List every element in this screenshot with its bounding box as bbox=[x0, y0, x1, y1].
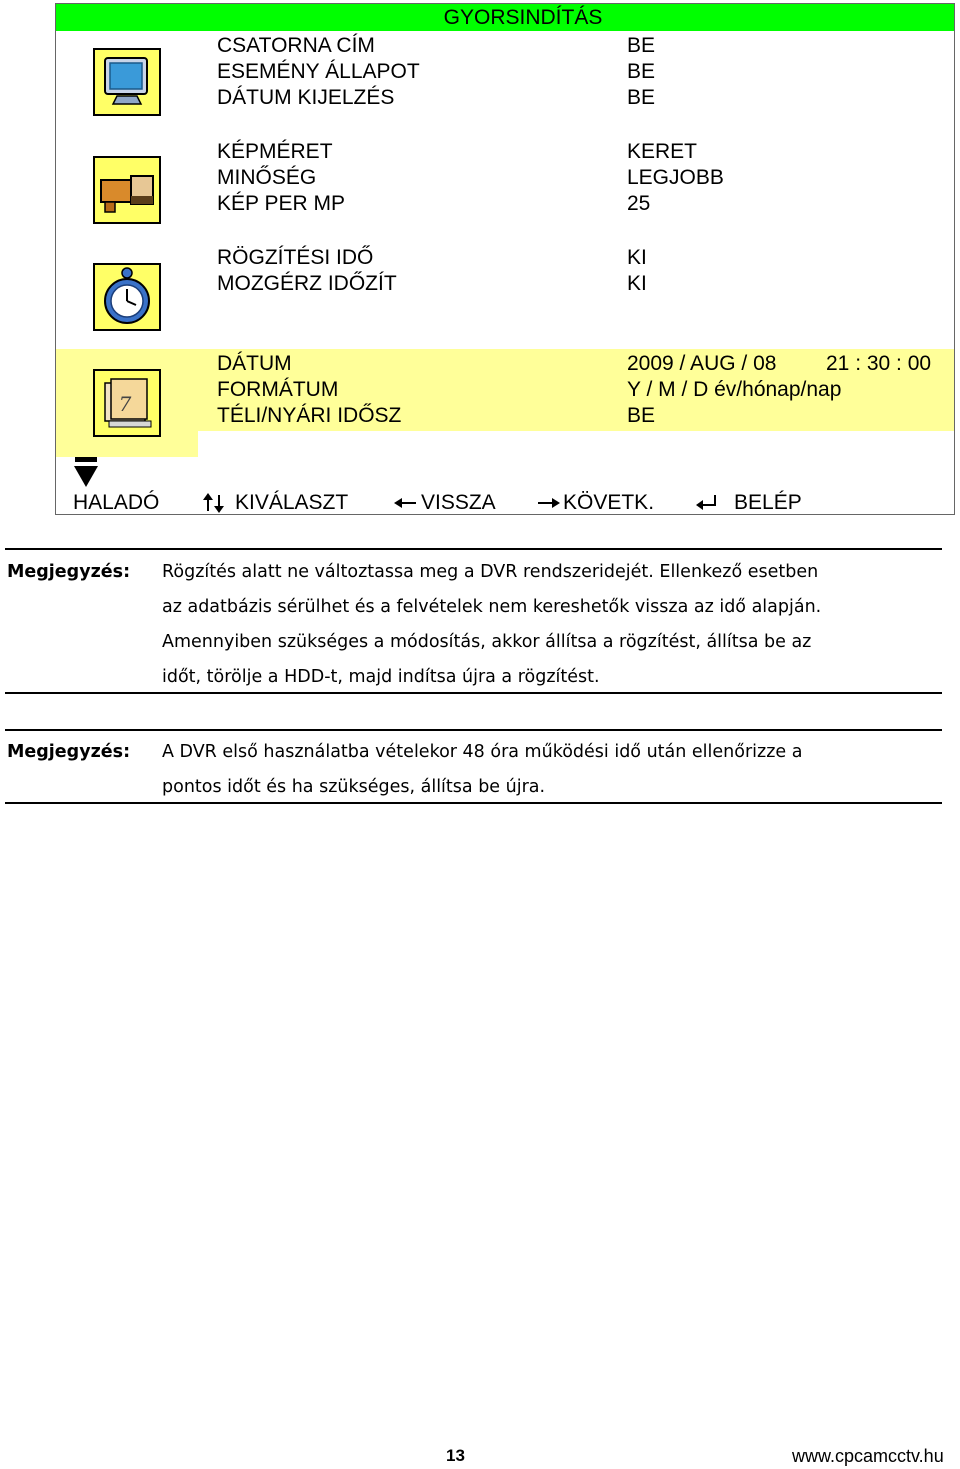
row-label: DÁTUM KIJELZÉS bbox=[217, 86, 395, 109]
row-value[interactable]: KI bbox=[627, 246, 647, 269]
enter-label[interactable]: BELÉP bbox=[734, 491, 802, 514]
next-label[interactable]: KÖVETK. bbox=[563, 491, 655, 514]
calendar-icon[interactable] bbox=[93, 369, 161, 437]
menu-title-text: GYORSINDÍTÁS bbox=[443, 6, 603, 29]
row-value[interactable]: KI bbox=[627, 272, 647, 295]
row-label: KÉPMÉRET bbox=[217, 140, 333, 163]
page-number: 13 bbox=[446, 1446, 465, 1465]
row-label: MOZGÉRZ IDŐZÍT bbox=[217, 272, 397, 295]
note-label bbox=[7, 555, 130, 590]
date-value[interactable]: 2009 / AUG / 08 bbox=[627, 352, 777, 375]
note-label-text: Megjegyzés: bbox=[7, 562, 131, 582]
note-line: Amennyiben szükséges a módosítás, akkor állítsa a rögzítést, állítsa be az bbox=[162, 632, 812, 652]
row-value[interactable]: LEGJOBB bbox=[627, 166, 724, 189]
row-label: MINŐSÉG bbox=[217, 166, 317, 189]
row-value[interactable]: BE bbox=[627, 34, 656, 57]
camera-icon[interactable] bbox=[93, 156, 161, 224]
note-line: pontos időt és ha szükséges, állítsa be újra. bbox=[162, 777, 546, 797]
row-label: FORMÁTUM bbox=[217, 378, 339, 401]
quick-start-menu bbox=[55, 3, 955, 515]
note-line: Rögzítés alatt ne változtassa meg a DVR rendszeridejét. Ellenkező esetben bbox=[162, 562, 819, 582]
select-label[interactable]: KIVÁLASZT bbox=[235, 491, 349, 514]
menu-title bbox=[56, 4, 954, 31]
note-divider bbox=[5, 692, 942, 694]
note-divider bbox=[5, 802, 942, 804]
row-label: TÉLI/NYÁRI IDŐSZ bbox=[217, 404, 402, 427]
row-value[interactable]: BE bbox=[627, 60, 656, 83]
note-label-text: Megjegyzés: bbox=[7, 742, 131, 762]
row-label: KÉP PER MP bbox=[217, 192, 345, 215]
row-value[interactable]: BE bbox=[627, 404, 656, 427]
monitor-icon[interactable] bbox=[93, 48, 161, 116]
row-value[interactable]: BE bbox=[627, 86, 656, 109]
row-label: CSATORNA CÍM bbox=[217, 34, 375, 57]
row-label: DÁTUM bbox=[217, 352, 292, 375]
right-arrow-icon bbox=[536, 493, 560, 513]
note-line: az adatbázis sérülhet és a felvételek nem kereshetők vissza az idő alapján. bbox=[162, 597, 822, 617]
up-down-arrows-icon bbox=[202, 493, 226, 513]
row-value[interactable]: Y / M / D év/hónap/nap bbox=[627, 378, 842, 401]
back-label[interactable]: VISSZA bbox=[421, 491, 496, 514]
enter-arrow-icon bbox=[696, 493, 718, 513]
note-divider bbox=[5, 548, 942, 550]
row-value[interactable]: 25 bbox=[627, 192, 651, 215]
row-value[interactable]: KERET bbox=[627, 140, 698, 163]
note-label bbox=[7, 735, 130, 770]
note-line: A DVR első használatba vételekor 48 óra működési idő után ellenőrizze a bbox=[162, 742, 803, 762]
row-label: RÖGZÍTÉSI IDŐ bbox=[217, 246, 374, 269]
left-arrow-icon bbox=[394, 493, 418, 513]
note-line: időt, törölje a HDD-t, majd indítsa újra a rögzítést. bbox=[162, 667, 600, 687]
note-divider bbox=[5, 729, 942, 731]
calendar-day: 7 bbox=[118, 392, 132, 416]
website-url[interactable]: www.cpcamcctv.hu bbox=[792, 1446, 944, 1466]
time-value[interactable]: 21 : 30 : 00 bbox=[826, 352, 932, 375]
stopwatch-icon[interactable] bbox=[93, 263, 161, 331]
advanced-label[interactable]: HALADÓ bbox=[73, 491, 160, 514]
scroll-down-icon[interactable] bbox=[73, 456, 99, 488]
row-label: ESEMÉNY ÁLLAPOT bbox=[217, 60, 420, 83]
